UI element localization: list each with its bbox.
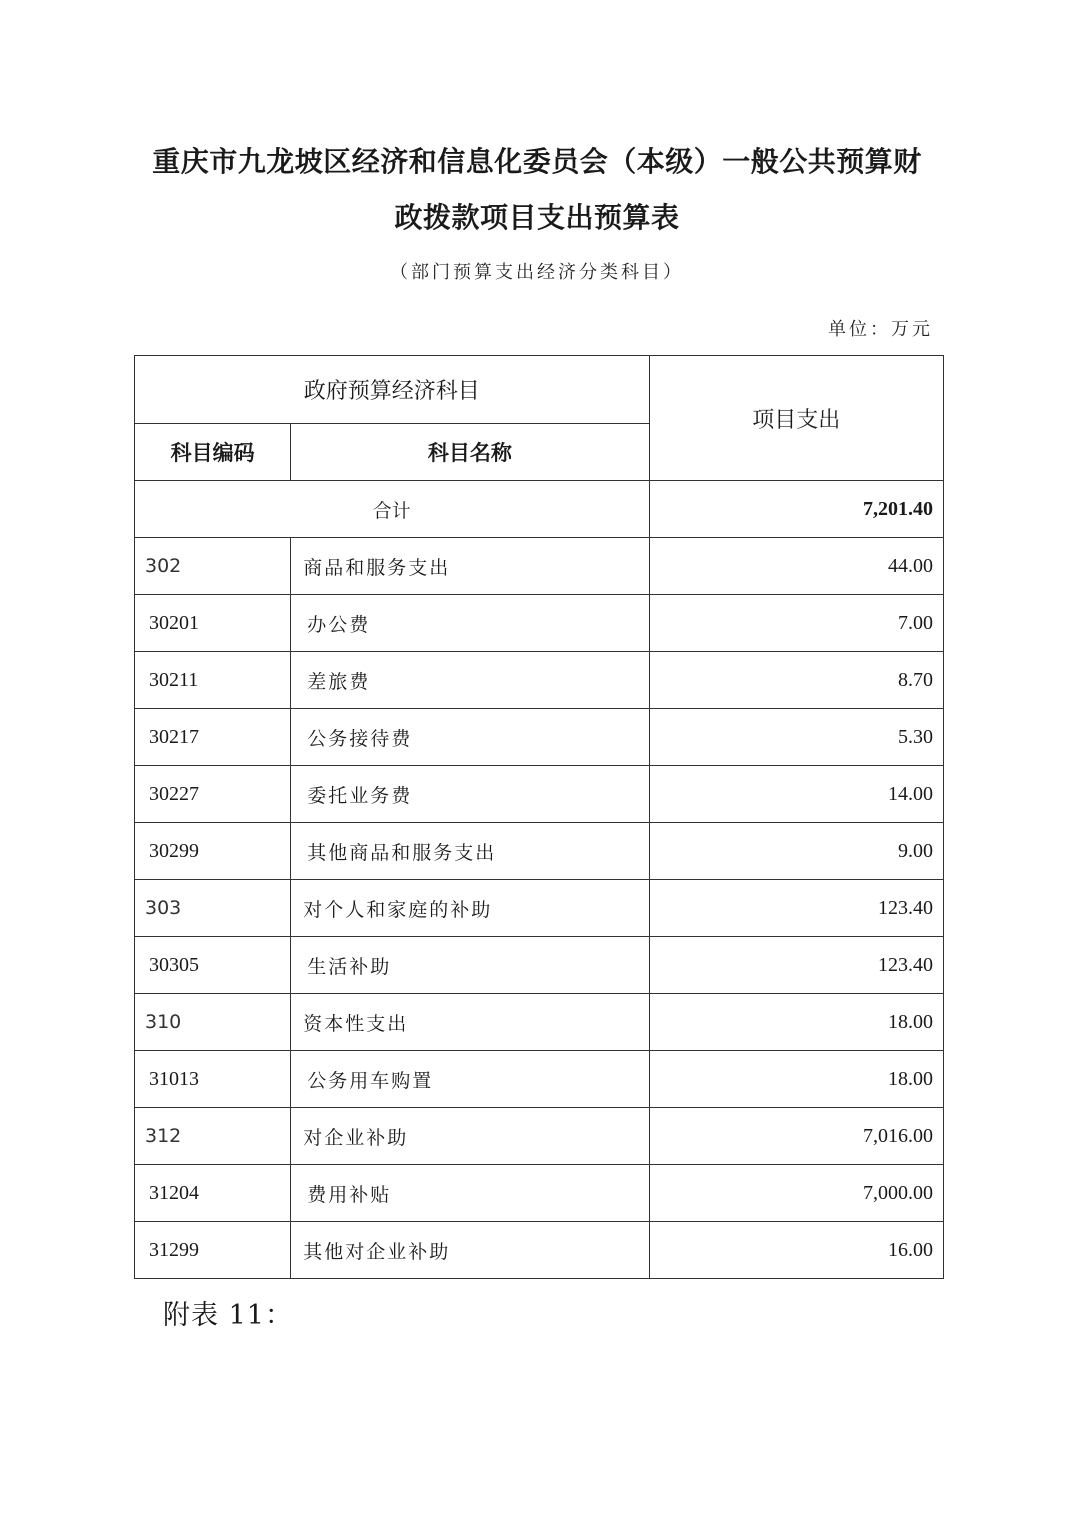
- table-row: [135, 937, 944, 994]
- table-row: [135, 1051, 944, 1108]
- header-name: 科目名称: [291, 424, 649, 481]
- row-name: 对企业补助: [291, 1108, 649, 1165]
- row-name: 对个人和家庭的补助: [291, 880, 649, 937]
- row-name: 委托业务费: [291, 766, 649, 823]
- row-amount: 18.00: [649, 994, 943, 1051]
- row-amount: 14.00: [649, 766, 943, 823]
- row-code: 31013: [135, 1051, 291, 1108]
- row-name: 其他商品和服务支出: [291, 823, 649, 880]
- total-value: 7,201.40: [649, 481, 943, 538]
- document-title-line-1: 重庆市九龙坡区经济和信息化委员会（本级）一般公共预算财: [152, 145, 922, 178]
- table-row: [135, 823, 944, 880]
- row-code: 30227: [135, 766, 291, 823]
- row-amount: 44.00: [649, 538, 943, 595]
- table-row: [135, 1222, 944, 1279]
- row-code: 310: [135, 994, 291, 1051]
- header-code: 科目编码: [135, 424, 291, 481]
- header-project-expense: 项目支出: [649, 356, 943, 481]
- row-amount: 8.70: [649, 652, 943, 709]
- row-name: 其他对企业补助: [291, 1222, 649, 1279]
- table-row: [135, 1165, 944, 1222]
- row-name: 公务用车购置: [291, 1051, 649, 1108]
- row-code: 303: [135, 880, 291, 937]
- row-code: 30211: [135, 652, 291, 709]
- unit-label: 单位：万元: [828, 319, 933, 340]
- row-amount: 123.40: [649, 937, 943, 994]
- budget-table: [134, 355, 944, 1279]
- row-name: 生活补助: [291, 937, 649, 994]
- row-amount: 123.40: [649, 880, 943, 937]
- table-row: [135, 766, 944, 823]
- row-code: 31204: [135, 1165, 291, 1222]
- row-name: 费用补贴: [291, 1165, 649, 1222]
- row-amount: 9.00: [649, 823, 943, 880]
- row-amount: 5.30: [649, 709, 943, 766]
- row-amount: 7.00: [649, 595, 943, 652]
- row-code: 30305: [135, 937, 291, 994]
- row-amount: 16.00: [649, 1222, 943, 1279]
- row-code: 31299: [135, 1222, 291, 1279]
- document-title-line-2: 政拨款项目支出预算表: [394, 201, 680, 234]
- table-row: [135, 1108, 944, 1165]
- row-code: 312: [135, 1108, 291, 1165]
- row-code: 30201: [135, 595, 291, 652]
- table-row: [135, 595, 944, 652]
- row-name: 公务接待费: [291, 709, 649, 766]
- table-row: [135, 709, 944, 766]
- total-label: 合计: [135, 481, 650, 538]
- table-row: [135, 994, 944, 1051]
- footer-note: 附表 11：: [163, 1300, 293, 1331]
- row-code: 30299: [135, 823, 291, 880]
- table-row: [135, 652, 944, 709]
- row-amount: 7,000.00: [649, 1165, 943, 1222]
- table-row: [135, 538, 944, 595]
- row-amount: 7,016.00: [649, 1108, 943, 1165]
- row-amount: 18.00: [649, 1051, 943, 1108]
- row-name: 资本性支出: [291, 994, 649, 1051]
- document-subtitle: （部门预算支出经济分类科目）: [390, 262, 684, 283]
- row-code: 30217: [135, 709, 291, 766]
- row-code: 302: [135, 538, 291, 595]
- table-row: [135, 880, 944, 937]
- header-economic-category: 政府预算经济科目: [135, 356, 650, 424]
- row-name: 差旅费: [291, 652, 649, 709]
- row-name: 办公费: [291, 595, 649, 652]
- row-name: 商品和服务支出: [291, 538, 649, 595]
